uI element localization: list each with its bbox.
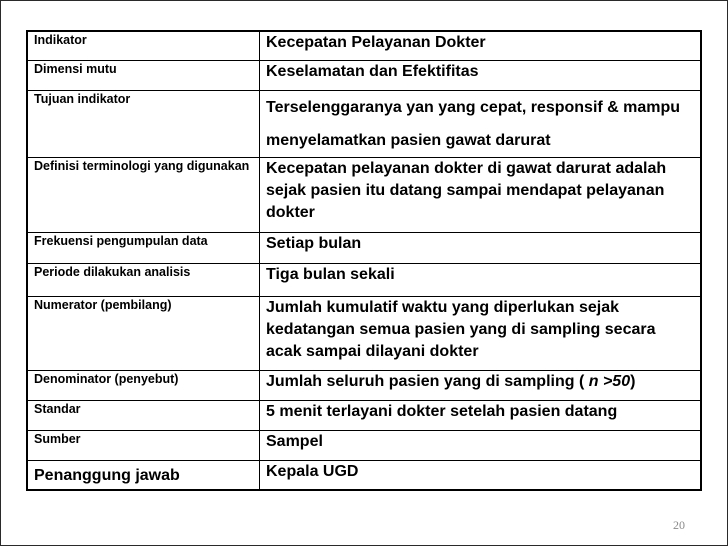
row-value-indikator: Kecepatan Pelayanan Dokter (260, 31, 702, 60)
denominator-close-paren: ) (630, 372, 636, 390)
table-row (27, 232, 701, 263)
row-label-definisi-terminologi: Definisi terminologi yang digunakan (27, 157, 260, 232)
page-number: 20 (673, 518, 685, 532)
row-value-dimensi-mutu: Keselamatan dan Efektifitas (260, 60, 702, 90)
row-value-numerator: Jumlah kumulatif waktu yang diperlukan sejak kedatangan semua pasien yang di sampling secara acak sampai dilayani dokter (260, 296, 702, 370)
denominator-sample-size: n >50 (588, 372, 631, 390)
table-row (27, 157, 701, 232)
row-value-tujuan-indikator: Terselenggaranya yan yang cepat, responsif & mampu menyelamatkan pasien gawat darurat (260, 90, 702, 157)
table-row (27, 31, 701, 60)
row-label-frekuensi: Frekuensi pengumpulan data (27, 232, 260, 263)
row-value-frekuensi: Setiap bulan (260, 232, 702, 263)
row-value-denominator (260, 370, 702, 400)
table-row (27, 296, 701, 370)
table-row (27, 60, 701, 90)
indicator-table (26, 30, 702, 491)
denominator-text: Jumlah seluruh pasien yang di sampling ( (266, 372, 589, 390)
row-label-periode-analisis: Periode dilakukan analisis (27, 263, 260, 296)
row-label-tujuan-indikator: Tujuan indikator (27, 90, 260, 157)
row-value-penanggung-jawab: Kepala UGD (260, 460, 702, 490)
row-label-denominator: Denominator (penyebut) (27, 370, 260, 400)
row-value-definisi-terminologi: Kecepatan pelayanan dokter di gawat darurat adalah sejak pasien itu datang sampai mendapat pelayanan dokter (260, 157, 702, 232)
table-row (27, 90, 701, 157)
row-label-sumber: Sumber (27, 430, 260, 460)
table-row (27, 263, 701, 296)
row-label-dimensi-mutu: Dimensi mutu (27, 60, 260, 90)
table-row (27, 370, 701, 400)
row-value-standar: 5 menit terlayani dokter setelah pasien datang (260, 400, 702, 430)
row-label-numerator: Numerator (pembilang) (27, 296, 260, 370)
table-row (27, 430, 701, 460)
row-label-indikator: Indikator (27, 31, 260, 60)
row-label-standar: Standar (27, 400, 260, 430)
row-value-sumber: Sampel (260, 430, 702, 460)
row-value-periode-analisis: Tiga bulan sekali (260, 263, 702, 296)
table-row (27, 400, 701, 430)
row-label-penanggung-jawab: Penanggung jawab (27, 460, 260, 490)
table-row (27, 460, 701, 490)
